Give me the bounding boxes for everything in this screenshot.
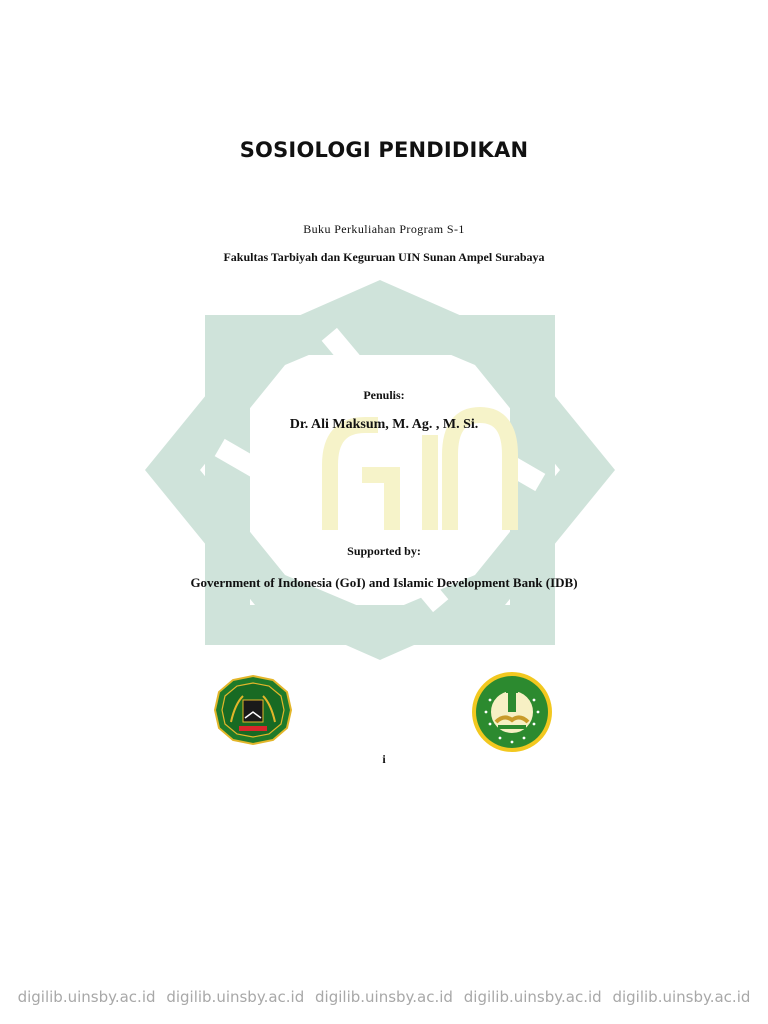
book-subtitle: Buku Perkuliahan Program S-1 bbox=[303, 222, 465, 236]
footer-watermark bbox=[0, 988, 768, 1006]
footer-link[interactable]: digilib.uinsby.ac.id bbox=[612, 988, 751, 1006]
footer-link[interactable]: digilib.uinsby.ac.id bbox=[463, 988, 602, 1006]
faculty-line: Fakultas Tarbiyah dan Keguruan UIN Sunan Ampel Surabaya bbox=[223, 250, 545, 264]
support-label: Supported by: bbox=[347, 544, 421, 558]
footer-link[interactable]: digilib.uinsby.ac.id bbox=[17, 988, 156, 1006]
page-title: SOSIOLOGI PENDIDIKAN bbox=[239, 138, 529, 162]
footer-link[interactable]: digilib.uinsby.ac.id bbox=[315, 988, 453, 1006]
supporters-line: Government of Indonesia (GoI) and Islamic Development Bank (IDB) bbox=[190, 575, 578, 590]
author-name: Dr. Ali Maksum, M. Ag. , M. Si. bbox=[289, 417, 479, 432]
uin-star-emblem-icon bbox=[130, 265, 630, 675]
page-number: i bbox=[382, 752, 386, 766]
idb-seal-icon bbox=[470, 670, 554, 754]
footer-link[interactable]: digilib.uinsby.ac.id bbox=[166, 988, 305, 1006]
uin-seal-icon bbox=[213, 674, 293, 746]
author-label: Penulis: bbox=[363, 388, 405, 402]
